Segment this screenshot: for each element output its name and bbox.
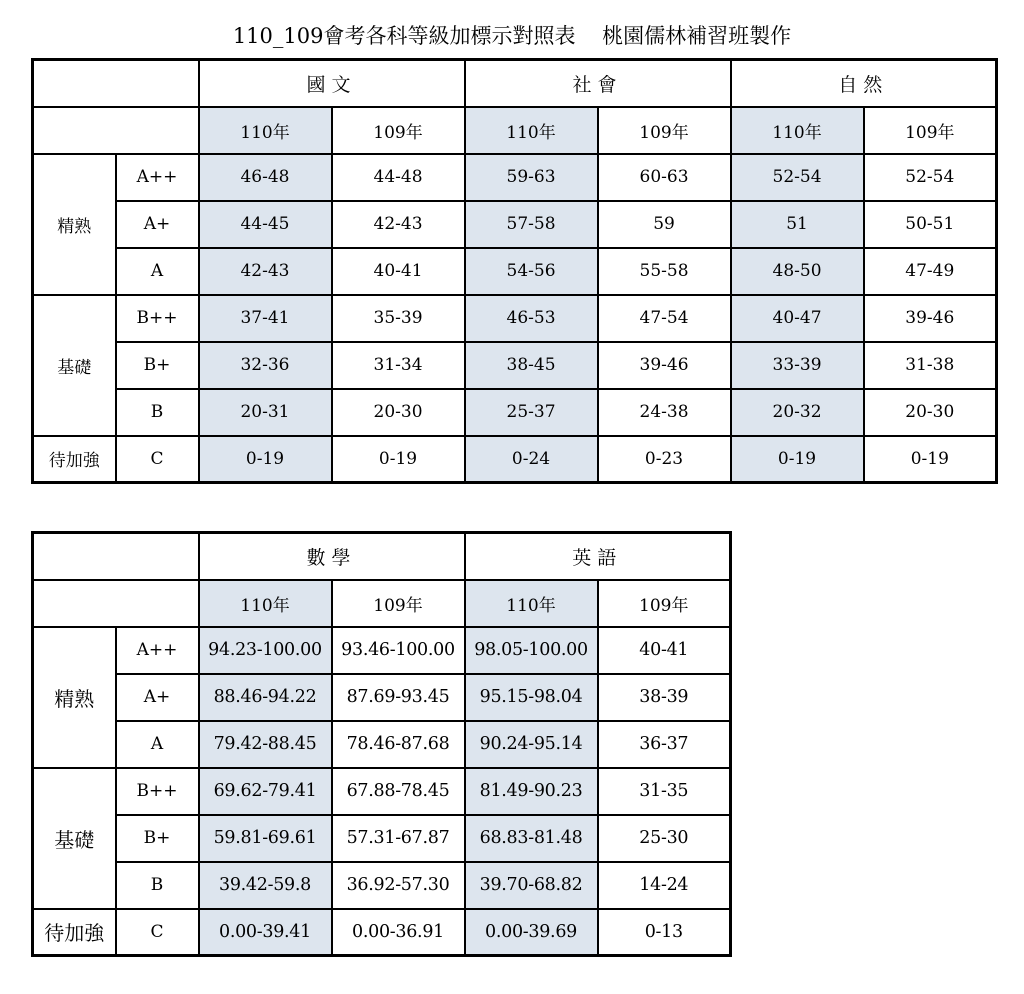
- year-header-109: 109年: [598, 580, 731, 627]
- grade-label: B: [116, 862, 199, 909]
- score-range-cell: 68.83-81.48: [465, 815, 598, 862]
- score-range-cell: 35-39: [332, 295, 465, 342]
- year-header-110: 110年: [199, 580, 332, 627]
- score-range-cell: 42-43: [332, 201, 465, 248]
- score-range-cell: 36.92-57.30: [332, 862, 465, 909]
- year-header-110: 110年: [731, 107, 864, 154]
- year-header-row: [33, 107, 997, 154]
- score-range-cell: 46-53: [465, 295, 598, 342]
- grade-label: B+: [116, 342, 199, 389]
- grade-table-chinese-social-science: [31, 58, 998, 484]
- grade-row: [33, 674, 731, 721]
- score-range-cell: 78.46-87.68: [332, 721, 465, 768]
- grade-label: A: [116, 248, 199, 295]
- grade-row: [33, 201, 997, 248]
- score-range-cell: 46-48: [199, 154, 332, 201]
- score-range-cell: 50-51: [864, 201, 997, 248]
- score-range-cell: 39-46: [864, 295, 997, 342]
- grade-row: [33, 295, 997, 342]
- score-range-cell: 47-49: [864, 248, 997, 295]
- score-range-cell: 25-37: [465, 389, 598, 436]
- grade-row: [33, 342, 997, 389]
- score-range-cell: 24-38: [598, 389, 731, 436]
- score-range-cell: 31-34: [332, 342, 465, 389]
- score-range-cell: 20-31: [199, 389, 332, 436]
- score-range-cell: 25-30: [598, 815, 731, 862]
- subject-header-science: 自然: [731, 60, 997, 107]
- score-range-cell: 0-19: [332, 436, 465, 483]
- grade-label: B: [116, 389, 199, 436]
- corner-cell: [33, 107, 199, 154]
- page-title: 110_109會考各科等級加標示對照表 桃園儒林補習班製作: [232, 24, 792, 48]
- group-label-proficient: 精熟: [33, 627, 116, 768]
- grade-row: [33, 154, 997, 201]
- score-range-cell: 90.24-95.14: [465, 721, 598, 768]
- score-range-cell: 0-23: [598, 436, 731, 483]
- score-range-cell: 0-13: [598, 909, 731, 956]
- score-range-cell: 57.31-67.87: [332, 815, 465, 862]
- grade-label: A++: [116, 154, 199, 201]
- score-range-cell: 51: [731, 201, 864, 248]
- score-range-cell: 44-48: [332, 154, 465, 201]
- grade-label: A++: [116, 627, 199, 674]
- score-range-cell: 95.15-98.04: [465, 674, 598, 721]
- score-range-cell: 0-24: [465, 436, 598, 483]
- grade-label: A+: [116, 201, 199, 248]
- score-range-cell: 47-54: [598, 295, 731, 342]
- corner-cell: [33, 580, 199, 627]
- score-range-cell: 38-45: [465, 342, 598, 389]
- grade-row: [33, 248, 997, 295]
- score-range-cell: 31-35: [598, 768, 731, 815]
- score-range-cell: 39-46: [598, 342, 731, 389]
- subject-header-row: [33, 60, 997, 107]
- score-range-cell: 87.69-93.45: [332, 674, 465, 721]
- score-range-cell: 39.42-59.8: [199, 862, 332, 909]
- score-range-cell: 39.70-68.82: [465, 862, 598, 909]
- score-range-cell: 40-41: [332, 248, 465, 295]
- year-header-109: 109年: [332, 580, 465, 627]
- score-range-cell: 42-43: [199, 248, 332, 295]
- grade-label: B+: [116, 815, 199, 862]
- group-label-improve: 待加強: [33, 436, 116, 483]
- grade-label: B++: [116, 295, 199, 342]
- group-label-basic: 基礎: [33, 295, 116, 436]
- score-range-cell: 20-30: [864, 389, 997, 436]
- group-label-improve: 待加強: [33, 909, 116, 956]
- year-header-110: 110年: [199, 107, 332, 154]
- score-range-cell: 0.00-39.41: [199, 909, 332, 956]
- score-range-cell: 69.62-79.41: [199, 768, 332, 815]
- score-range-cell: 14-24: [598, 862, 731, 909]
- score-range-cell: 52-54: [731, 154, 864, 201]
- score-range-cell: 54-56: [465, 248, 598, 295]
- score-range-cell: 0-19: [199, 436, 332, 483]
- grade-label: A: [116, 721, 199, 768]
- year-header-110: 110年: [465, 107, 598, 154]
- score-range-cell: 59-63: [465, 154, 598, 201]
- year-header-row: [33, 580, 731, 627]
- grade-table-math-english: [31, 531, 732, 957]
- score-range-cell: 59.81-69.61: [199, 815, 332, 862]
- score-range-cell: 81.49-90.23: [465, 768, 598, 815]
- score-range-cell: 59: [598, 201, 731, 248]
- score-range-cell: 0.00-39.69: [465, 909, 598, 956]
- grade-label: C: [116, 909, 199, 956]
- corner-cell: [33, 533, 199, 580]
- score-range-cell: 20-30: [332, 389, 465, 436]
- year-header-109: 109年: [598, 107, 731, 154]
- grade-row: [33, 721, 731, 768]
- grade-row: [33, 909, 731, 956]
- score-range-cell: 40-47: [731, 295, 864, 342]
- score-range-cell: 33-39: [731, 342, 864, 389]
- grade-row: [33, 862, 731, 909]
- score-range-cell: 55-58: [598, 248, 731, 295]
- score-range-cell: 94.23-100.00: [199, 627, 332, 674]
- score-range-cell: 38-39: [598, 674, 731, 721]
- score-range-cell: 48-50: [731, 248, 864, 295]
- group-label-basic: 基礎: [33, 768, 116, 909]
- corner-cell: [33, 60, 199, 107]
- subject-header-math: 數學: [199, 533, 465, 580]
- score-range-cell: 20-32: [731, 389, 864, 436]
- score-range-cell: 98.05-100.00: [465, 627, 598, 674]
- score-range-cell: 32-36: [199, 342, 332, 389]
- score-range-cell: 79.42-88.45: [199, 721, 332, 768]
- score-range-cell: 52-54: [864, 154, 997, 201]
- year-header-110: 110年: [465, 580, 598, 627]
- score-range-cell: 31-38: [864, 342, 997, 389]
- score-range-cell: 88.46-94.22: [199, 674, 332, 721]
- grade-row: [33, 389, 997, 436]
- score-range-cell: 0-19: [731, 436, 864, 483]
- group-label-proficient: 精熟: [33, 154, 116, 295]
- year-header-109: 109年: [332, 107, 465, 154]
- grade-row: [33, 436, 997, 483]
- year-header-109: 109年: [864, 107, 997, 154]
- score-range-cell: 67.88-78.45: [332, 768, 465, 815]
- subject-header-chinese: 國文: [199, 60, 465, 107]
- score-range-cell: 57-58: [465, 201, 598, 248]
- score-range-cell: 93.46-100.00: [332, 627, 465, 674]
- score-range-cell: 40-41: [598, 627, 731, 674]
- subject-header-row: [33, 533, 731, 580]
- score-range-cell: 36-37: [598, 721, 731, 768]
- score-range-cell: 60-63: [598, 154, 731, 201]
- grade-row: [33, 815, 731, 862]
- subject-header-social: 社會: [465, 60, 731, 107]
- grade-label: C: [116, 436, 199, 483]
- score-range-cell: 0-19: [864, 436, 997, 483]
- grade-label: B++: [116, 768, 199, 815]
- grade-row: [33, 768, 731, 815]
- grade-row: [33, 627, 731, 674]
- score-range-cell: 44-45: [199, 201, 332, 248]
- score-range-cell: 0.00-36.91: [332, 909, 465, 956]
- subject-header-english: 英語: [465, 533, 731, 580]
- score-range-cell: 37-41: [199, 295, 332, 342]
- grade-label: A+: [116, 674, 199, 721]
